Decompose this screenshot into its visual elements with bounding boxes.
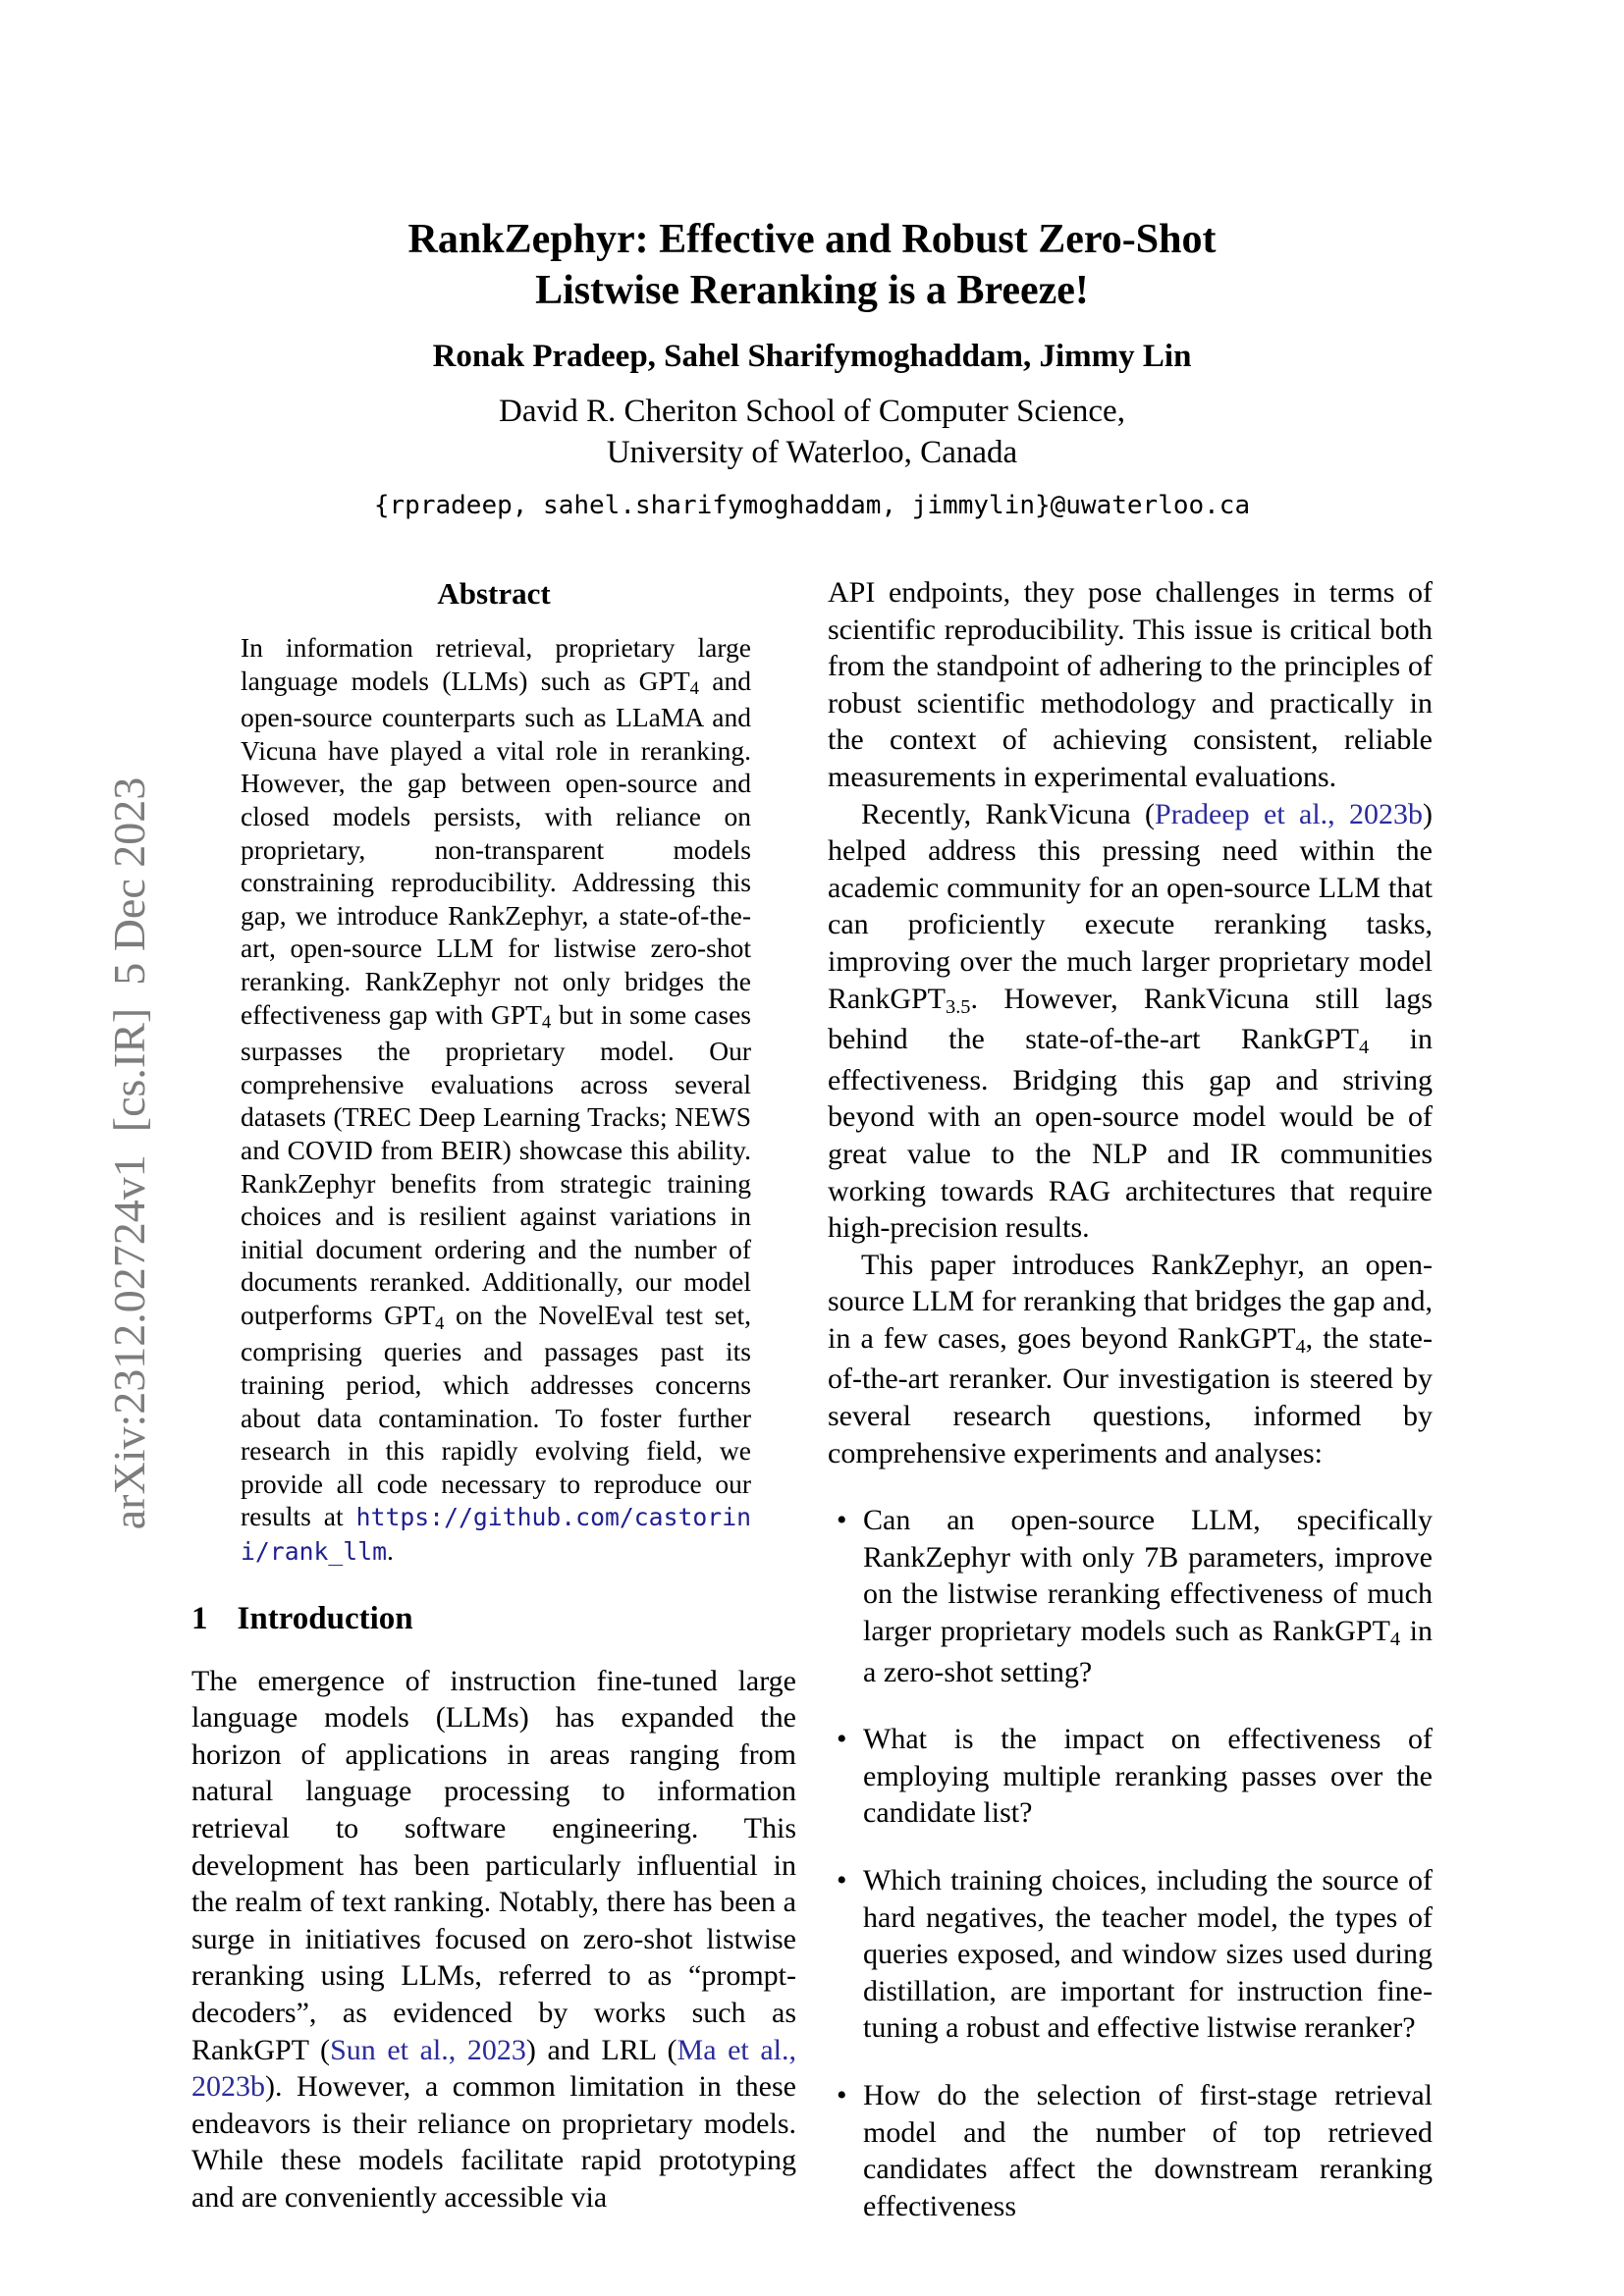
subscript: 3.5 xyxy=(946,995,971,1018)
bullet-icon: • xyxy=(837,1504,847,1537)
section-number: 1 xyxy=(191,1600,208,1636)
list-item xyxy=(828,1862,1433,2047)
paragraph-this-paper: This paper introduces RankZephyr, an open-source LLM for reranking that bridges the gap and, in a few cases, goes beyond RankGPT4, the state-of-the-art reranker. Our investigation is steered by several research questions, informed by comprehensive experiments and analyses: xyxy=(828,1248,1433,1469)
left-column xyxy=(191,574,796,2216)
subscript: 4 xyxy=(541,1012,552,1034)
paragraph-api-endpoints: API endpoints, they pose challenges in terms of scientific reproducibility. This issue is critical both from the standpoint of adhering to the principles of robust scientific methodology and practically in the context of achieving consistent, reliable measurements in experimental evaluations. xyxy=(828,576,1433,793)
affiliation-block xyxy=(0,391,1624,473)
arxiv-watermark xyxy=(41,685,154,1667)
list-item xyxy=(828,1721,1433,1832)
bullet-icon: • xyxy=(837,1864,847,1896)
affiliation-line-1: David R. Cheriton School of Computer Science, xyxy=(499,394,1125,429)
list-item xyxy=(828,2077,1433,2224)
intro-paragraph: The emergence of instruction fine-tuned large language models (LLMs) has expanded the horizon of applications in areas ranging from natural language processing to information retrieval to software engineering. This development has been particularly influential in the realm of text ranking. Notably, there has been a surge in initiatives focused on zero-shot listwise reranking using LLMs, referred to as “prompt-decoders”, as evidenced by works such as RankGPT (Sun et al., 2023) and LRL (Ma et al., 2023b). However, a common limitation in these endeavors is their reliance on proprietary models. While these models facilitate rapid prototyping and are conveniently accessible via xyxy=(191,1664,797,2214)
abstract-text: In information retrieval, proprietary large language models (LLMs) such as GPT4 and open-source counterparts such as LLaMA and Vicuna have played a vital role in reranking. However, the gap between open-source and closed models persists, with reliance on proprietary, non-transparent models constraining reproducibility. Addressing this gap, we introduce RankZephyr, a state-of-the-art, open-source LLM for listwise zero-shot reranking. RankZephyr not only bridges the effectiveness gap with GPT4 but in some cases surpasses the proprietary model. Our comprehensive evaluations across several datasets (TREC Deep Learning Tracks; NEWS and COVID from BEIR) showcase this ability. RankZephyr benefits from strategic training choices and is resilient against variations in initial document ordering and the number of documents reranked. Additionally, our model outperforms GPT4 on the NovelEval test set, comprising queries and passages past its training period, which addresses concerns about data contamination. To foster further research in this rapidly evolving field, we provide all code necessary to reproduce our results at https://github.com/castorini/rank_llm. xyxy=(241,632,751,1567)
arxiv-id-label: arXiv:2312.02724v1 [cs.IR] 5 Dec 2023 xyxy=(104,776,154,1530)
subscript: 4 xyxy=(1389,1629,1401,1651)
section-heading-introduction xyxy=(191,1598,796,1639)
subscript: 4 xyxy=(1295,1335,1306,1358)
subscript: 4 xyxy=(689,678,699,700)
bullet-text: What is the impact on effectiveness of employing multiple reranking passes over the candidate list? xyxy=(863,1723,1433,1830)
citation-link[interactable]: Sun et al., 2023 xyxy=(330,2033,526,2066)
paper-header xyxy=(0,214,1624,522)
list-item xyxy=(828,1502,1433,1690)
authors-line: Ronak Pradeep, Sahel Sharifymoghaddam, Jimmy Lin xyxy=(432,339,1192,374)
paragraph-rankvicuna: Recently, RankVicuna (Pradeep et al., 2023b) helped address this pressing need within the academic community for an open-source LLM that can proficiently execute reranking tasks, improving over the much larger proprietary model RankGPT3.5. However, RankVicuna still lags behind the state-of-the-art RankGPT4 in effectiveness. Bridging this gap and striving beyond with an open-source model would be of great value to the NLP and IR communities working towards RAG architectures that require high-precision results. xyxy=(828,797,1434,1245)
repo-url-link[interactable]: https://github.com/castorini/rank_llm xyxy=(241,1503,751,1567)
right-column xyxy=(828,574,1433,2224)
subscript: 4 xyxy=(1358,1037,1370,1059)
abstract-heading: Abstract xyxy=(437,576,551,611)
research-questions-list xyxy=(828,1502,1433,2224)
bullet-icon: • xyxy=(837,2078,847,2111)
subscript: 4 xyxy=(435,1312,445,1334)
section-title: Introduction xyxy=(237,1600,413,1636)
paper-title-line-2: Listwise Reranking is a Breeze! xyxy=(535,268,1089,313)
paper-title xyxy=(0,214,1624,316)
affiliation-line-2: University of Waterloo, Canada xyxy=(606,435,1018,470)
email-line: {rpradeep, sahel.sharifymoghaddam, jimmylin}@uwaterloo.ca xyxy=(373,491,1251,520)
bullet-text: How do the selection of first-stage retrieval model and the number of top retrieved candidates affect the downstream reranking effectiveness xyxy=(863,2078,1433,2222)
bullet-text: Can an open-source LLM, specifically RankZephyr with only 7B parameters, improve on the listwise reranking effectiveness of much larger proprietary models such as RankGPT4 in a zero-shot setting? xyxy=(863,1504,1433,1688)
bullet-icon: • xyxy=(837,1723,847,1756)
bullet-text: Which training choices, including the source of hard negatives, the teacher model, the types of queries exposed, and window sizes used during distillation, are important for instruction fine-tuning a robust and effective listwise reranker? xyxy=(863,1864,1433,2045)
citation-link[interactable]: Pradeep et al., 2023b xyxy=(1155,797,1424,830)
paper-title-line-1: RankZephyr: Effective and Robust Zero-Shot xyxy=(407,217,1217,262)
citation-link[interactable]: Ma et al., 2023b xyxy=(191,2033,797,2104)
